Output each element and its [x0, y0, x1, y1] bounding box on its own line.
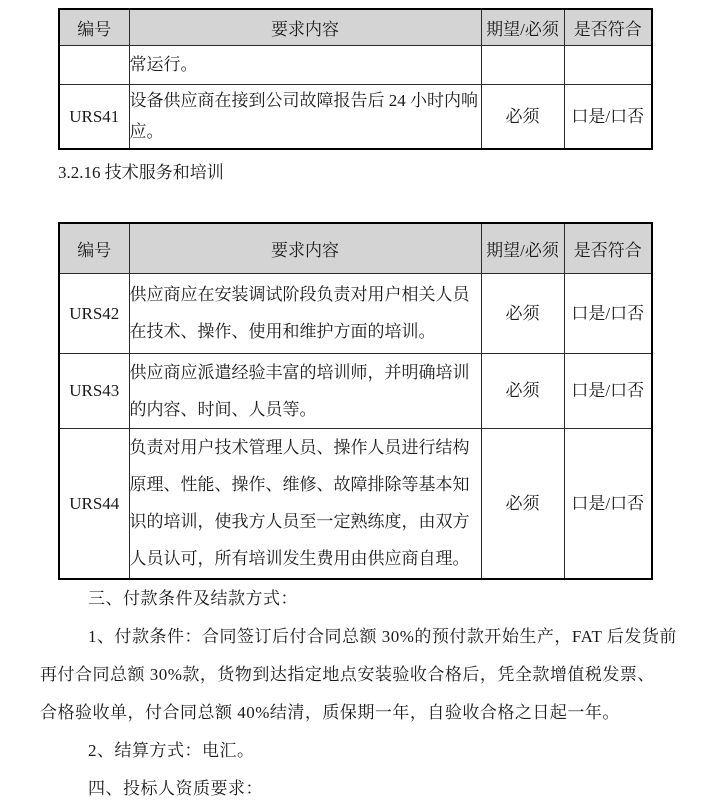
- table-row: [59, 428, 652, 579]
- cell-content: 负责对用户技术管理人员、操作人员进行结构原理、性能、操作、维修、故障排除等基本知识的培训，使我方人员至一定熟练度，由双方人员认可，所有培训发生费用由供应商自理。: [129, 428, 481, 579]
- table1-header-content: 要求内容: [129, 9, 481, 45]
- body-text-block: [40, 586, 677, 812]
- cell-requirement: 必须: [481, 428, 564, 579]
- cell-content: 供应商应在安装调试阶段负责对用户相关人员在技术、操作、使用和维护方面的培训。: [129, 273, 481, 353]
- paragraph-payment-terms-title: 三、付款条件及结款方式：: [88, 589, 298, 608]
- table-row: [59, 353, 652, 428]
- cell-compliance: 口是/口否: [564, 84, 652, 149]
- cell-compliance: 口是/口否: [564, 273, 652, 353]
- cell-id: URS44: [59, 428, 129, 579]
- table-row: [59, 273, 652, 353]
- table1-header-id: 编号: [59, 9, 129, 45]
- cell-id: URS41: [59, 84, 129, 149]
- cell-id: URS42: [59, 273, 129, 353]
- requirements-table-1: [58, 8, 653, 150]
- table2-header-requirement: 期望/必须: [481, 223, 564, 273]
- cell-compliance: [564, 45, 652, 84]
- cell-id: [59, 45, 129, 84]
- paragraph-bidder-qualification-title: 四、投标人资质要求：: [88, 779, 263, 798]
- cell-content: 供应商应派遣经验丰富的培训师，并明确培训的内容、时间、人员等。: [129, 353, 481, 428]
- table2-header-compliance: 是否符合: [564, 223, 652, 273]
- cell-id: URS43: [59, 353, 129, 428]
- paragraph-settlement-method: 2、结算方式：电汇。: [88, 741, 255, 760]
- paragraph-payment-condition-line1: 1、付款条件：合同签订后付合同总额 30%的预付款开始生产，FAT 后发货前: [88, 627, 677, 646]
- cell-compliance: 口是/口否: [564, 428, 652, 579]
- table1-header-row: [59, 9, 652, 45]
- cell-compliance: 口是/口否: [564, 353, 652, 428]
- section-heading: 3.2.16 技术服务和培训: [58, 163, 224, 182]
- table2-header-row: [59, 223, 652, 273]
- table-row: [59, 84, 652, 149]
- cell-requirement: 必须: [481, 84, 564, 149]
- table1-header-requirement: 期望/必须: [481, 9, 564, 45]
- table1-header-compliance: 是否符合: [564, 9, 652, 45]
- cell-content: 常运行。: [129, 45, 481, 84]
- table-row: [59, 45, 652, 84]
- requirements-table-2: [58, 222, 653, 580]
- paragraph-payment-condition-line2: 再付合同总额 30%款，货物到达指定地点安装验收合格后，凭全款增值税发票、: [40, 665, 655, 684]
- paragraph-payment-condition-line3: 合格验收单，付合同总额 40%结清，质保期一年，自验收合格之日起一年。: [40, 703, 620, 722]
- table2-header-content: 要求内容: [129, 223, 481, 273]
- cell-requirement: 必须: [481, 353, 564, 428]
- table2-header-id: 编号: [59, 223, 129, 273]
- cell-requirement: [481, 45, 564, 84]
- cell-content: 设备供应商在接到公司故障报告后 24 小时内响应。: [129, 84, 481, 149]
- cell-requirement: 必须: [481, 273, 564, 353]
